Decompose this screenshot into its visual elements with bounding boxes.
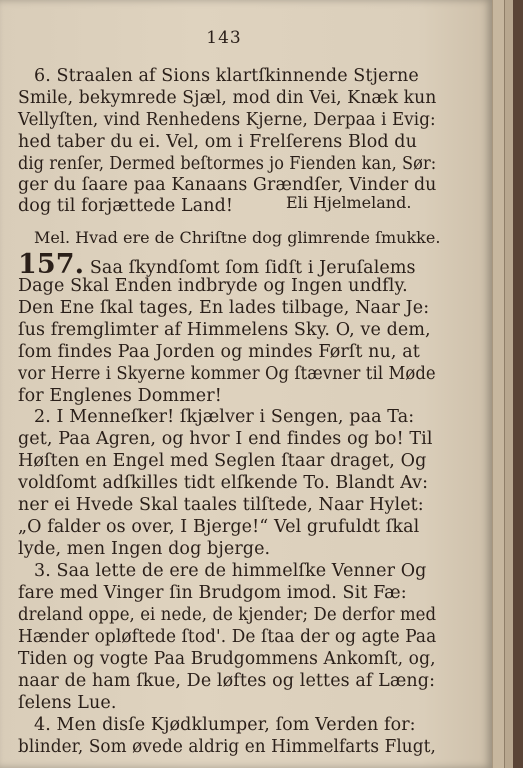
text-line: fare med Vinger ſin Brudgom imod. Sit Fæ: <box>18 583 407 603</box>
text-line: hed taber du ei. Vel, om i Frelſerens Blod du <box>18 132 417 152</box>
text-line: 3. Saa lette de ere de himmelſke Venner Og <box>34 561 427 581</box>
text-line: ner ei Hvede Skal taales tilſtede, Naar Hylet: <box>18 495 424 515</box>
author-signature: Eli Hjelmeland. <box>286 193 412 212</box>
text-line: „O falder os over, I Bjerge!“ Vel grufuldt ſkal <box>18 517 420 537</box>
text-line: dreland oppe, ei nede, de kjender; De derfor med <box>18 605 437 625</box>
text-line: ſom findes Paa Jorden og mindes Førſt nu, at <box>18 342 420 362</box>
text-line: for Englenes Dommer! <box>18 386 222 406</box>
text-line: voldſomt adſkilles tidt elſkende To. Blandt Av: <box>18 473 429 493</box>
melody-line: Mel. Hvad ere de Chriſtne dog glimrende ſmukke. <box>34 228 441 247</box>
text-line: blinder, Som øvede aldrig en Himmelfarts Flugt, <box>18 737 436 757</box>
text-line: ſelens Lue. <box>18 693 117 713</box>
text-line: vor Herre i Skyerne kommer Og ſtævner til Møde <box>18 364 436 384</box>
text-line: Hænder opløftede ſtod'. De ſtaa der og agte Paa <box>18 627 437 647</box>
hymn-number: 157. <box>18 249 85 280</box>
hymn-first-line: Saa ſkyndſomt ſom ſidſt i Jeruſalems <box>89 258 416 278</box>
text-line: Tiden og vogte Paa Brudgommens Ankomſt, og, <box>18 649 436 669</box>
text-line: get, Paa Agren, og hvor I end findes og bo! Til <box>18 429 433 449</box>
text-line: ſus fremglimter af Himmelens Sky. O, ve dem, <box>18 320 431 340</box>
text-line: Den Ene ſkal tages, En lades tilbage, Naar Je: <box>18 298 430 318</box>
text-line: Smile, bekymrede Sjæl, mod din Vei, Knæk kun <box>18 88 437 108</box>
text-line: Dage Skal Enden indbryde og Ingen undfly. <box>18 276 408 296</box>
text-line: 2. I Menneſker! ſkjælver i Sengen, paa Ta: <box>34 407 415 427</box>
text-line: 6. Straalen af Sions klartſkinnende Stjerne <box>34 66 419 86</box>
text-line: ger du ſaare paa Kanaans Grændſer, Vinder du <box>18 175 437 195</box>
text-line: 4. Men disſe Kjødklumper, ſom Verden for: <box>34 715 416 735</box>
text-line: dog til forjættede Land! <box>18 196 234 216</box>
text-line: dig renſer, Dermed beſtormes jo Fienden kan, Sør: <box>18 154 437 174</box>
text-line: lyde, men Ingen dog bjerge. <box>18 539 271 559</box>
text-line: Vellyſten, vind Renhedens Kjerne, Derpaa i Evig: <box>18 110 436 130</box>
book-cover-edge <box>513 0 523 768</box>
text-line: Høſten en Engel med Seglen ſtaar draget, Og <box>18 451 427 471</box>
text-line: naar de ham ſkue, De løftes og lettes af Læng: <box>18 671 436 691</box>
page-number: 143 <box>206 28 242 48</box>
